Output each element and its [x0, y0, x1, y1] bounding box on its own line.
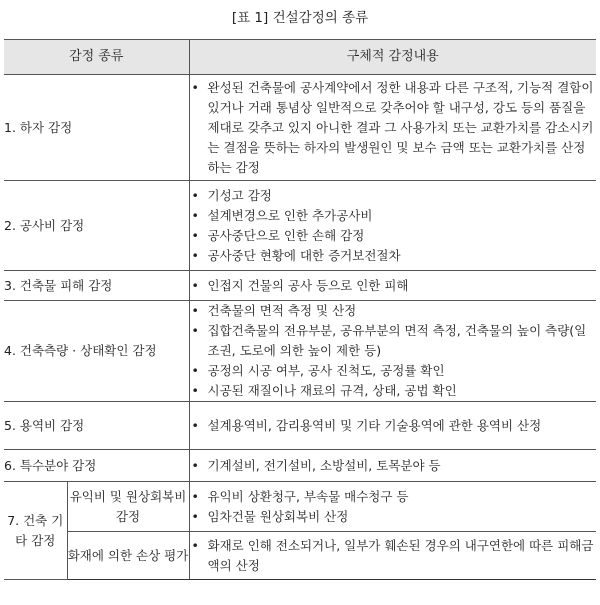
- category-cell: 6. 특수분야 감정: [4, 450, 189, 482]
- table-caption: [표 1] 건설감정의 종류: [231, 10, 369, 26]
- category-cell: 1. 하자 감정: [4, 75, 189, 181]
- table-row: [4, 75, 596, 181]
- list-item: • 인접지 건물의 공사 등으로 인한 피해: [190, 276, 597, 296]
- table-row: [4, 301, 596, 402]
- construction-appraisal-table: [4, 39, 596, 580]
- table-row: [4, 402, 596, 450]
- list-item: • 임차건물 원상회복비 산정: [190, 507, 597, 527]
- list-item: • 집합건축물의 전유부분, 공유부분의 면적 측정, 건축물의 높이 측량(일조권, 도로에 의한 높이 제한 등): [190, 321, 597, 361]
- category-cell: 3. 건축물 피해 감정: [4, 271, 189, 301]
- description-cell: [189, 75, 596, 181]
- category-cell: 2. 공사비 감정: [4, 181, 189, 271]
- list-item: • 기성고 감정: [190, 186, 597, 206]
- list-item: • 기계설비, 전기설비, 소방설비, 토목분야 등: [190, 456, 597, 476]
- group-category-cell: 7. 건축 기타 감정: [4, 482, 67, 580]
- table-row: [4, 532, 596, 580]
- header-type: 감정 종류: [4, 40, 189, 75]
- table-row: [4, 181, 596, 271]
- description-cell: [189, 532, 596, 580]
- description-cell: [189, 482, 596, 532]
- category-cell: 5. 용역비 감정: [4, 402, 189, 450]
- subcategory-cell: 유익비 및 원상회복비 감정: [67, 482, 189, 532]
- list-item: • 공정의 시공 여부, 공사 진척도, 공정률 확인: [190, 361, 597, 381]
- list-item: • 공사중단 현황에 대한 증거보전절차: [190, 246, 597, 266]
- table-header-row: [4, 40, 596, 75]
- description-cell: [189, 450, 596, 482]
- table-row: [4, 450, 596, 482]
- list-item: • 설계용역비, 감리용역비 및 기타 기술용역에 관한 용역비 산정: [190, 416, 597, 436]
- list-item: • 완성된 건축물에 공사계약에서 정한 내용과 다른 구조적, 기능적 결함이 있거나 거래 통념상 일반적으로 갖추어야 할 내구성, 강도 등의 품질을 제대로 갖추고 있지 아니한 결과 그 사용가치 또는 교환가치를 감소시키는 결점을 뜻하는 하자의 발생원인 및 보수 금액 또는 교환가치를 산정하는 감정: [190, 78, 597, 178]
- list-item: • 시공된 재질이나 재료의 규격, 상태, 공법 확인: [190, 381, 597, 401]
- table-row: [4, 482, 596, 532]
- subcategory-cell: 화재에 의한 손상 평가: [67, 532, 189, 580]
- list-item: • 설계변경으로 인한 추가공사비: [190, 206, 597, 226]
- category-cell: 4. 건축측량 · 상태확인 감정: [4, 301, 189, 402]
- description-cell: [189, 271, 596, 301]
- list-item: • 유익비 상환청구, 부속물 매수청구 등: [190, 487, 597, 507]
- list-item: • 건축물의 면적 측정 및 산정: [190, 301, 597, 321]
- table-row: [4, 271, 596, 301]
- list-item: • 공사중단으로 인한 손해 감정: [190, 226, 597, 246]
- header-content: 구체적 감정내용: [189, 40, 596, 75]
- description-cell: [189, 402, 596, 450]
- description-cell: [189, 301, 596, 402]
- description-cell: [189, 181, 596, 271]
- list-item: • 화재로 인해 전소되거나, 일부가 훼손된 경우의 내구연한에 따른 피해금액의 산정: [190, 536, 597, 576]
